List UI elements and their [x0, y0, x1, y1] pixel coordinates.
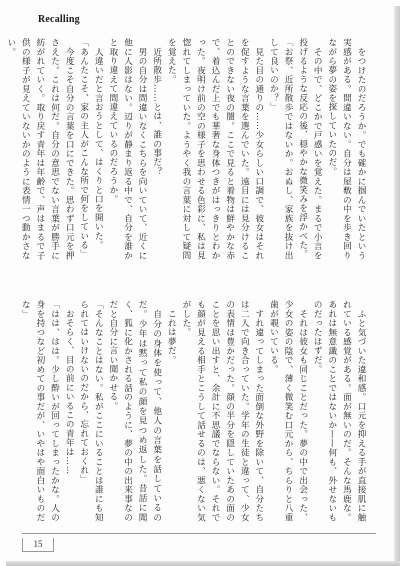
page-number: 15 — [22, 538, 54, 552]
running-title: Recalling — [38, 14, 80, 25]
vertical-text-block-top — [5, 38, 368, 260]
paragraph: その中で、どこかで戸惑いを覚えた。まるで小言を投げるような反応の後、穏やかな微笑みを浮かべた。 — [297, 38, 323, 260]
paragraph: おそらく、目の前にいるこの青年は…… — [64, 300, 75, 475]
footer-divider — [22, 533, 376, 534]
dialogue-paragraph: 「お祭、近所散歩ではないか。おぬし、家族を抜け出して良いのか？」 — [268, 38, 294, 260]
paragraph: 自分の身体を使って、他人の言葉を話しているのだ。少年は黙って私の顔を見つめ返した。昔話に聞く、狐に化かされる話のように、夢の中の出来事なのだと自分に言い聞かせる。 — [107, 300, 162, 522]
paragraph: すれ違ってしまった面倒な外野を除いて、自分たちは二人で向き合っていた。学年の生徒と違って、少女の表情は豊かだった。顔の半分を隠していたあの面のことを思い出すと、余計に不思議でならない。それでも顔が見える相手とこうして話せるのは、悪くない気がした。 — [180, 300, 264, 522]
dialogue-paragraph: 「はは、はは。少し酔いが回ってしまったかな。人の身を持つなど初めての事だが、いやはや面白いものだな」 — [20, 300, 60, 522]
vertical-text-block-bottom — [20, 300, 368, 522]
paragraph: 近所散歩……とは、誰の事だ？ — [151, 38, 162, 176]
paragraph: ふと気づいた違和感。口元を抑える手が直接肌に触れている感覚がある。面が無いのだ。そんな馬鹿な。あれは無意識のことではないか——何も、外せないものだったはずだ。 — [312, 300, 366, 522]
paragraph: 人違いだと言おうとして、はくりと口を開いた。 — [93, 38, 104, 250]
paragraph: これは夢だ。 — [166, 300, 177, 365]
dialogue-paragraph: 「そんなことはない。私がここにいることは誰にも知られてはいけないのだから、忘れておくれ」 — [78, 300, 104, 522]
paragraph: をつけたのだろうか。でも確かに掴んでいたという実感がある。間違いない。自分は屋敷の中を歩き回りながら夢の姿を探していたのだ。 — [326, 38, 366, 260]
page-edge-shadow-bottom — [6, 561, 400, 566]
page-edge-shadow-right — [394, 6, 400, 566]
paragraph: 男の自分は間違いなくこちらを向いていて、近くに他に人影はない。辺りが静まり返る中で、自分を誰かと取り違えて間違えているのだろうか。 — [107, 38, 148, 260]
paragraph: 見た目の通りの……少女らしい口調で、彼女はそれを促すような言葉を選んでいた。遠目には見分けることのできない夜の闇。ここで見ると着物は鮮やかな赤で、着込んだ上でも華奢な身体つきがはっきりとわかった。夜明け前の空の様子を思わせる色彩に、私は見惚れてしまっていた。ようやく我の言葉に対して疑問を覚えた。 — [166, 38, 264, 260]
paragraph: それは彼女も同じことだった。夢の中で出会った、少女の姿の陰で、薄く微笑む口元から、ちらりと八重歯が覗いている。 — [268, 300, 308, 522]
dialogue-paragraph: 「あんたこそ、家の主人がこんな所で何をしている」 — [78, 38, 89, 259]
paragraph: 今度こそ自分の言葉を口にできた。思わず口元を押さえた。これは何だ。自分の意思でない言葉が勝手に紡がれていく。取り戻す青年は年齢で、声はまるで子供の様子が見えていないかのように表情一つ動かさない。 — [5, 38, 75, 260]
